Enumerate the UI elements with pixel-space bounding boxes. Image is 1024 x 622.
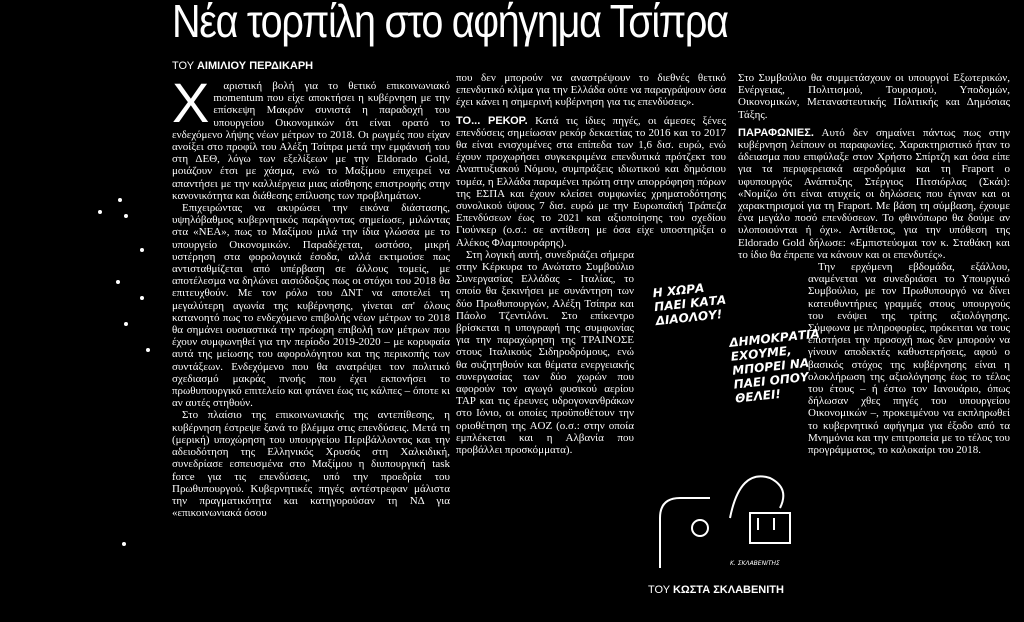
paragraph-text: Αυτό δεν σημαίνει πάντως πως στην κυβέρνηση λείπουν οι παραφωνίες. Χαρακτηριστικό ήταν το άδειασμα που επιφύλαξε στον Χρήστο Σπίρτζη και όσα είπε για τα περιφερειακά αεροδρόμια και τη Fraport ο υφυπουργός Ανάπτυξης Στέργιος Πιτσιόρλας (Σκάι): «Νομίζω ότι είναι ατυχείς οι δηλώσεις που έγιναν και οι χαρακτηρισμοί για τη Fraport. Με βάση τη σύμβαση, έχουμε ένα μεγάλο ποσό επενδύσεων. Το φθινόπωρο θα δούμε αν υλοποιούνται ή όχι». Αντίθετος, για την υπόθεση της Eldorado Gold δήλωσε: «Εμπιστεύομαι τον κ. Σταθάκη και το ίδιο θα έπρεπε να κάνουν και οι επενδυτές». (738, 126, 1010, 261)
paragraph: που δεν μπορούν να αναστρέψουν το διεθνές θετικό επενδυτικό κλίμα για την Ελλάδα ούτε να παραγράψουν όσα έχει κάνει η σημερινή κυβέρνηση για τις επενδύσεις». (456, 72, 726, 109)
subhead-paragraph (738, 127, 1010, 261)
lead-paragraph-text: αριστική βολή για το θετικό επικοινωνιακό momentum που είχε αποκτήσει η κυβέρνηση με την επίσκεψη Μακρόν συνιστά η παραδοχή του υπουργείου Οικονομικών ότι είναι ορατό το ενδεχόμενο λήψης νέων μέτρων το 2018. Οι ρωγμές που είχαν ανοίξει στο προφίλ του Αλέξη Τσίπρα μετά την εμφάνισή του στη ΔΕΘ, λόγω των εξελίξεων με την Eldorado Gold, μοιάζουν έτσι με χάσμα, ενώ το Μαξίμου επιχειρεί να απαντήσει με την καλλιέργεια μιας αίσθησης επιστροφής στην κανονικότητα και διάθεσης επίλυσης των προβλημάτων. (172, 80, 450, 202)
paragraph: Επιχειρώντας να ακυρώσει την εικόνα διάστασης, υψηλόβαθμος κυβερνητικός παράγοντας σημείωσε, μιλώντας στα «ΝΕΑ», πως το Μαξίμου μιλά την ίδια γλώσσα με το υπουργείο Οικονομικών. Παραδέχεται, ωστόσο, μικρή υστέρηση στα φορολογικά έσοδα, αλλά εκτιμούσε πως αντισταθμίζεται από υπέρβαση σε άλλους τομείς, με αποτέλεσμα να δηλώνει αισιόδοξος πως οι στόχοι του 2018 θα επιτευχθούν. Με τον ρόλο του ΔΝΤ να αποτελεί τη μεγαλύτερη αγωνία της κυβέρνησης, γίνεται απ' όλους κατανοητό πως το ενδεχόμενο επιβολής νέων μέτρων το 2018 θα σημάνει ουσιαστικά την πρόωρη επιβολή των μέτρων που έχουν συμφωνηθεί για την περίοδο 2019-2020 – με κορυφαία αυτά της μείωσης του αφορολόγητου και της περικοπής των συντάξεων. Ενδεχόμενο που θα ανατρέψει τον πολιτικό σχεδιασμό μακράς πνοής που έχει εκπονήσει το πρωθυπουργικό επιτελείο και φτάνει έως τις κάλπες – όποτε κι αν αυτές στηθούν. (172, 202, 450, 410)
cartoon (640, 268, 821, 578)
paragraph: Στη λογική αυτή, συνεδριάζει σήμερα στην Κέρκυρα το Ανώτατο Συμβούλιο Συνεργασίας Ελλάδας - Ιταλίας, το οποίο θα ξεκινήσει με συνάντηση των δύο Πρωθυπουργών, Αλέξη Τσίπρα και Πάολο Τζεντιλόνι. Στο επίκεντρο βρίσκεται η υπογραφή της συμφωνίας για την παραχώρηση της ΤΡΑΙΝΟΣΕ στους Ιταλικούς Σιδηροδρόμους, ενώ θα συζητηθούν και θέματα ενεργειακής συνεργασίας των δύο χωρών που αφορούν τον αγωγό φυσικού αερίου TAP και τις έρευνες υδρογονανθράκων στο Ιόνιο, οι οποίες προϋποθέτουν την οριοθέτηση της AOZ (ο.σ.: στην οποία εμπλέκεται και η Αλβανία που προβάλλει προσκόμματα). (456, 248, 634, 457)
paragraph: Στο Συμβούλιο θα συμμετάσχουν οι υπουργοί Εξωτερικών, Ενέργειας, Πολιτισμού, Τουρισμού, Υποδομών, Οικονομικών, Μεταναστευτικής Πολιτικής και Δημόσιας Τάξης. (738, 72, 1010, 121)
paragraph-text: Κατά τις ίδιες πηγές, οι άμεσες ξένες επενδύσεις σημείωσαν ρεκόρ δεκαετίας το 2016 και το 2017 θα είναι ενισχυμένες στα επίπεδα των 1,6 δισ. ευρώ, ενώ έχουν προχωρήσει συγκεκριμένα επενδυτικά πρότζεκτ του Αναπτυξιακού Νόμου, συμπράξεις ιδιωτικού και δημόσιου τομέα, η Ελλάδα παραμένει πρώτη στην απορρόφηση πόρων της ΕΣΠΑ και έχουν κλείσει συμφωνίες χρηματοδότησης συνολικού ύψους 7 δισ. ευρώ με την Ευρωπαϊκή Τράπεζα Επενδύσεων έως το 2021 και αξιοποίησης του σχεδίου Γιούνκερ (ο.σ.: σε αντίθεση με όσα είχε υποστηρίξει ο Αλέκος Φλαμπουράρης). (456, 114, 726, 249)
cartoon-credit (648, 584, 784, 596)
paragraph: Στο πλαίσιο της επικοινωνιακής της αντεπίθεσης, η κυβέρνηση έστρεψε ξανά το βλέμμα στις επενδύσεις. Μετά τη (μερική) υποχώρηση του υπουργείου Περιβάλλοντος και την αδειοδότηση της Ελληνικός Χρυσός στη Χαλκιδική, συνεδρίασε εσπευσμένα στο Μαξίμου η διυπουργική task force για τις επενδύσεις, υπό την προεδρία του Πρωθυπουργού. Κυβερνητικές πηγές αντέστρεφαν μάλιστα την πραγματικότητα και κατηγορούσαν τη ΝΔ για «επικοινωνιακά όσου (172, 409, 450, 520)
drop-cap: Χ (172, 80, 210, 134)
speech-bubble-2: ΔΗΜΟΚΡΑΤΙΑ ΕΧΟΥΜΕ, ΜΠΟΡΕΙ ΝΑ ΠΑΕΙ ΟΠΟΥ ΘΕΛΕΙ! (728, 326, 821, 406)
byline (172, 60, 313, 72)
subhead-paragraph (456, 115, 726, 249)
subhead: ΤΟ... ΡΕΚΟΡ. (456, 114, 528, 127)
byline-prefix: ΤΟΥ (172, 60, 194, 72)
byline-author: ΑΙΜΙΛΙΟΥ ΠΕΡΔΙΚΑΡΗ (196, 60, 314, 72)
cartoon-credit-prefix: ΤΟΥ (648, 584, 670, 596)
cartoon-signature: Κ. ΣΚΛΑΒΕΝΙΤΗΣ (730, 560, 780, 567)
cartoon-drawing (640, 268, 800, 568)
cartoon-credit-author: ΚΩΣΤΑ ΣΚΛΑΒΕΝΙΤΗ (672, 584, 784, 596)
speech-bubble-1: Η ΧΩΡΑ ΠΑΕΙ ΚΑΤΑ ΔΙΑΟΛΟΥ! (652, 280, 727, 329)
headline: Νέα τορπίλη στο αφήγημα Τσίπρα (172, 0, 728, 47)
lead-paragraph (172, 80, 450, 202)
article-column-1 (172, 80, 450, 622)
paragraph: Την ερχόμενη εβδομάδα, εξάλλου, αναμένεται να συνεδριάσει το Υπουργικό Συμβούλιο, με τον Πρωθυπουργό να δίνει κατευθυντήριες γραμμές στους υπουργούς του ενόψει της τρίτης αξιολόγησης. Σύμφωνα με πληροφορίες, πρόκειται να τους επιστήσει την προσοχή πως δεν μπορούν να γίνουν αποδεκτές καθυστερήσεις, αφού ο βασικός στόχος της κυβέρνησης είναι η ολοκλήρωση της αξιολόγησης έως το τέλος του έτους – ή έστω τον Ιανουάριο, όπως δήλωσαν χθες πηγές του υπουργείου Οικονομικών –, προκειμένου να εκπληρωθεί το κυβερνητικό αφήγημα για έξοδο από τα Μνημόνια και την επιτροπεία με το τέλος του προγράμματος, το καλοκαίρι του 2018. (808, 261, 1010, 457)
subhead: ΠΑΡΑΦΩΝΙΕΣ. (738, 126, 814, 139)
